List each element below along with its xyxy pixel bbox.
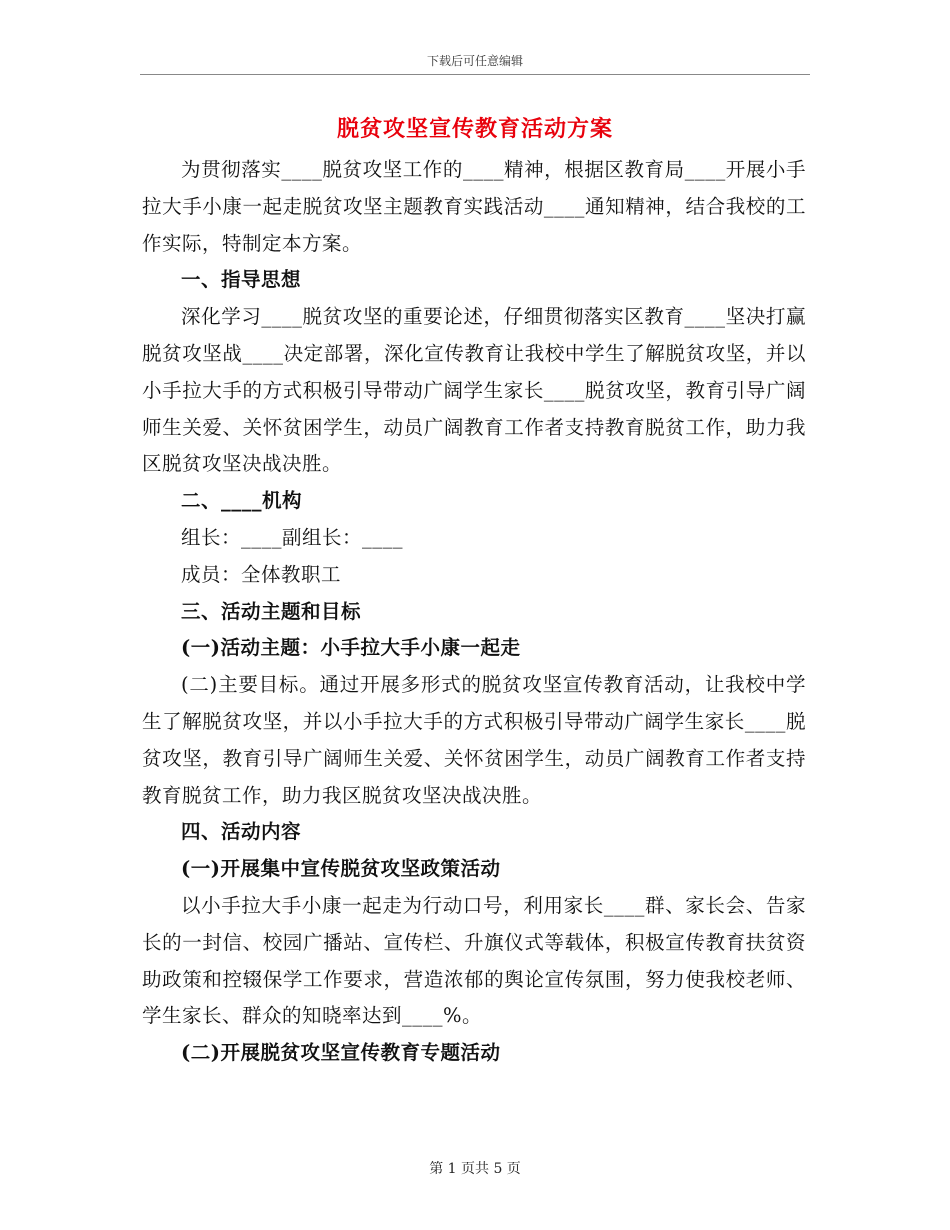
section4-subheading-2: (二)开展脱贫攻坚宣传教育专题活动 <box>181 1041 501 1065</box>
section3-goals-paragraph: (二)主要目标。通过开展多形式的脱贫攻坚宣传教育活动，让我校中学生了解脱贫攻坚，并以小手拉大手的方式积极引导带动广阔学生家长____脱贫攻坚，教育引导广阔师生关爱、关怀贫困学生，动员广阔教育工作者支持教育脱贫工作，助力我区脱贫攻坚决战决胜。 <box>142 673 806 807</box>
intro-paragraph: 为贯彻落实____脱贫攻坚工作的____精神，根据区教育局____开展小手拉大手小康一起走脱贫攻坚主题教育实践活动____通知精神，结合我校的工作实际，特制定本方案。 <box>142 158 806 255</box>
header-note: 下载后可任意编辑 <box>426 54 523 68</box>
section2-members: 成员：全体教职工 <box>181 562 342 586</box>
section2-heading: 二、____机构 <box>181 489 303 513</box>
section3-heading: 三、活动主题和目标 <box>181 599 362 623</box>
section4-heading: 四、活动内容 <box>181 820 302 844</box>
document-title: 脱贫攻坚宣传教育活动方案 <box>336 116 613 142</box>
section3-subheading-theme: (一)活动主题：小手拉大手小康一起走 <box>181 636 521 660</box>
section4-subheading-1: (一)开展集中宣传脱贫攻坚政策活动 <box>181 857 501 881</box>
section4-paragraph-1: 以小手拉大手小康一起走为行动口号，利用家长____群、家长会、告家长的一封信、校园广播站、宣传栏、升旗仪式等载体，积极宣传教育扶贫资助政策和控辍保学工作要求，营造浓郁的舆论宣传氛围，努力使我校老师、学生家长、群众的知晓率达到____%。 <box>142 893 806 1028</box>
document-body <box>142 152 806 1072</box>
page-number: 第 1 页共 5 页 <box>429 1161 521 1177</box>
section1-paragraph: 深化学习____脱贫攻坚的重要论述，仔细贯彻落实区教育____坚决打赢脱贫攻坚战____决定部署，深化宣传教育让我校中学生了解脱贫攻坚，并以小手拉大手的方式积极引导带动广阔学生家长____脱贫攻坚，教育引导广阔师生关爱、关怀贫困学生，动员广阔教育工作者支持教育脱贫工作，助力我区脱贫攻坚决战决胜。 <box>142 305 806 476</box>
section2-leaders: 组长：____副组长：____ <box>181 525 404 549</box>
section1-heading: 一、指导思想 <box>181 268 302 292</box>
header-divider <box>140 74 810 75</box>
